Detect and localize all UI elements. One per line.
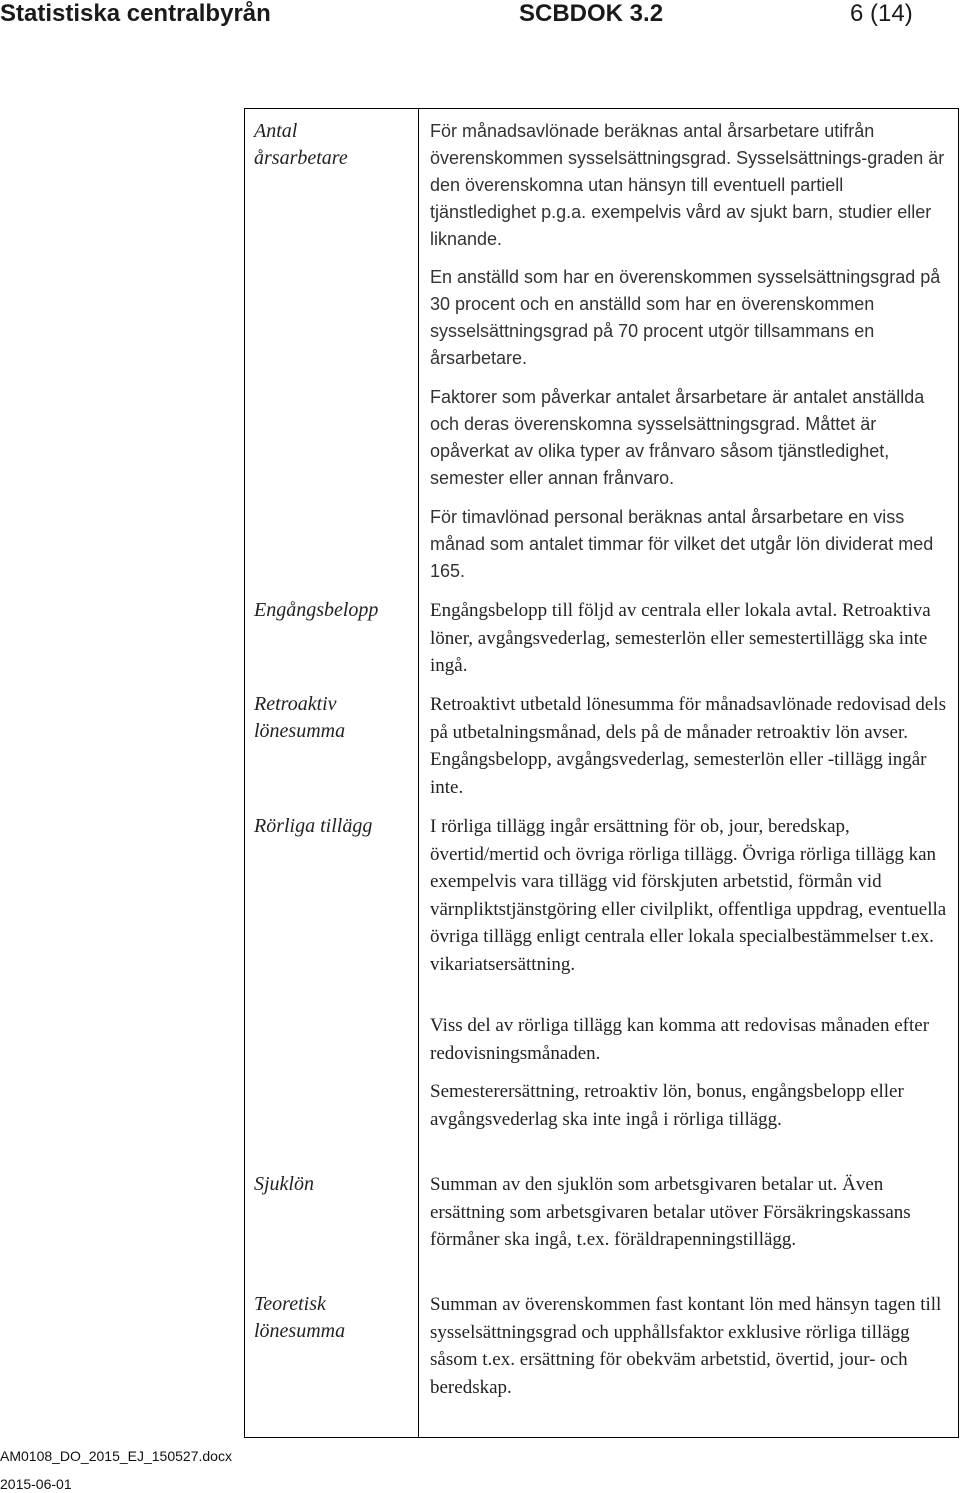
page-number: 6 (14) [850,0,913,27]
table-column-divider [418,108,419,1438]
definition-sjuklon: Summan av den sjuklön som arbetsgivaren betalar ut. Även ersättning som arbetsgivaren betalar utöver Försäkringskassans förmåner ska ingå, t.ex. föräldrapenningstillägg. [430,1174,911,1250]
term-teoretisk-lonesumma: Teoretisk lönesumma [254,1293,346,1342]
definition-retroaktiv-lonesumma: Retroaktivt utbetald lönesumma för månadsavlönade redovisad dels på utbetalningsmånad, dels på de månader retroaktiv lön avser. Engångsbelopp, avgångsvederlag, semesterlön eller -tillägg ingår inte. [430,694,947,798]
definition-rorliga-paragraph-1: I rörliga tillägg ingår ersättning för ob, jour, beredskap, övertid/mertid och övriga rörliga tillägg. Övriga rörliga tillägg kan exempelvis vara tillägg vid förskjuten arbetstid, förmån vid värnpliktstjänstgöring eller civilplikt, offentliga uppdrag, eventuella övriga tillägg enligt centrala eller lokala specialbestämmelser t.ex. vikariatsersättning. [430,816,947,975]
footer-date: 2015-06-01 [0,1476,72,1492]
definition-rorliga-paragraph-2: Viss del av rörliga tillägg kan komma att redovisas månaden efter redovisningsmånaden. [430,1015,930,1064]
term-rorliga-tillagg: Rörliga tillägg [254,815,373,837]
definition-rorliga-paragraph-3: Semesterersättning, retroaktiv lön, bonus, engångsbelopp eller avgångsvederlag ska inte ingå i rörliga tillägg. [430,1081,904,1130]
document-code: SCBDOK 3.2 [519,0,664,27]
organization-name: Statistiska centralbyrån [0,0,271,27]
definition-antal-paragraph-2: En anställd som har en överenskommen sysselsättningsgrad på 30 procent och en anställd som har en överenskommen sysselsättningsgrad på 70 procent utgör tillsammans en årsarbetare. [430,267,941,368]
page-header [0,0,960,34]
definition-antal-paragraph-1: För månadsavlönade beräknas antal årsarbetare utifrån överenskommen sysselsättningsgrad. Sysselsättnings-graden är den överenskomna utan hänsyn till eventuell partiell tjänstledighet p.g.a. exempelvis vård av sjukt barn, studier eller liknande. [430,121,945,249]
definition-antal-paragraph-3: Faktorer som påverkar antalet årsarbetare är antalet anställda och deras överenskomna sysselsättningsgrad. Måttet är opåverkat av olika typer av frånvaro såsom tjänstledighet, semester eller annan frånvaro. [430,387,925,488]
term-engangsbelopp: Engångsbelopp [254,599,379,621]
definition-engangsbelopp: Engångsbelopp till följd av centrala eller lokala avtal. Retroaktiva löner, avgångsvederlag, semesterlön eller semestertillägg ska inte ingå. [430,600,931,676]
footer-filename: AM0108_DO_2015_EJ_150527.docx [0,1448,232,1464]
term-sjuklon: Sjuklön [254,1173,314,1195]
definition-teoretisk-lonesumma: Summan av överenskommen fast kontant lön med hänsyn tagen till sysselsättningsgrad och upphållsfaktor exklusive rörliga tillägg såsom t.ex. ersättning för obekväm arbetstid, övertid, jour- och beredskap. [430,1294,942,1398]
term-retroaktiv-lonesumma: Retroaktiv lönesumma [254,693,346,742]
definition-antal-paragraph-4: För timavlönad personal beräknas antal årsarbetare en viss månad som antalet timmar för vilket det utgår lön dividerat med 165. [430,507,934,581]
term-antal-arsarbetare: Antal årsarbetare [254,120,348,169]
